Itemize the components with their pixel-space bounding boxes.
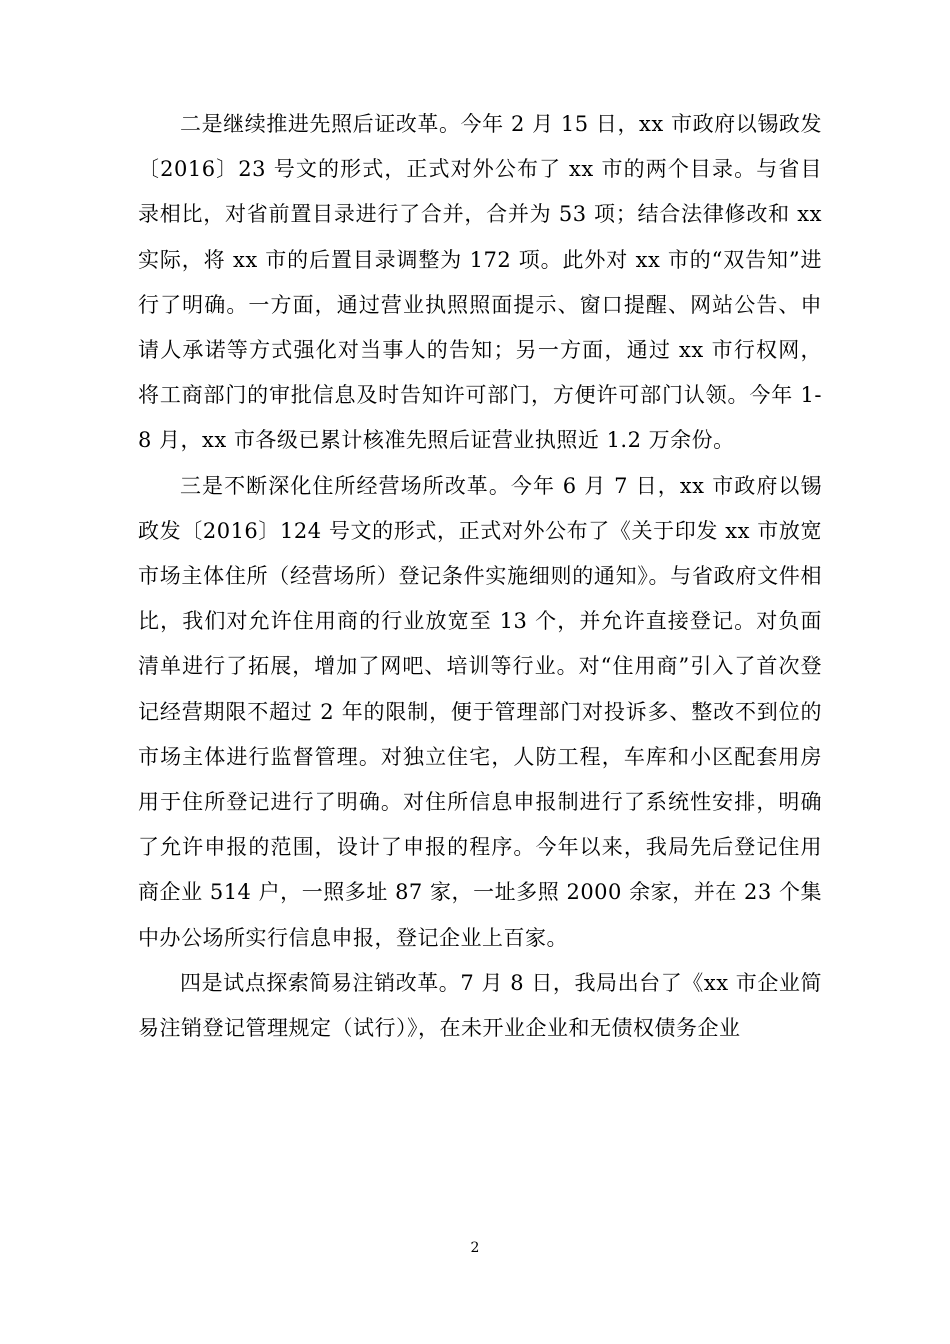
- paragraph-residence-reform: 三是不断深化住所经营场所改革。今年 6 月 7 日，xx 市政府以锡政发〔2016〕124 号文的形式，正式对外公布了《关于印发 xx 市放宽市场主体住所（经营场所）登记条件实施细则的通知》。与省政府文件相比，我们对允许住用商的行业放宽至 13 个，并允许直接登记。对负面清单进行了拓展，增加了网吧、培训等行业。对“住用商”引入了首次登记经营期限不超过 2 年的限制，便于管理部门对投诉多、整改不到位的市场主体进行监督管理。对独立住宅，人防工程，车库和小区配套用房用于住所登记进行了明确。对住所信息申报制进行了系统性安排，明确了允许申报的范围，设计了申报的程序。今年以来，我局先后登记住用商企业 514 户，一照多址 87 家，一址多照 2000 余家，并在 23 个集中办公场所实行信息申报，登记企业上百家。: [138, 473, 822, 950]
- document-body: [138, 102, 822, 1051]
- paragraph-first-hou-zheng-reform: 二是继续推进先照后证改革。今年 2 月 15 日，xx 市政府以锡政发〔2016〕23 号文的形式，正式对外公布了 xx 市的两个目录。与省目录相比，对省前置目录进行了合并，合并为 53 项；结合法律修改和 xx 实际，将 xx 市的后置目录调整为 172 项。此外对 xx 市的“双告知”进行了明确。一方面，通过营业执照照面提示、窗口提醒、网站公告、申请人承诺等方式强化对当事人的告知；另一方面，通过 xx 市行权网，将工商部门的审批信息及时告知许可部门，方便许可部门认领。今年 1-8 月，xx 市各级已累计核准先照后证营业执照近 1.2 万余份。: [138, 112, 822, 453]
- page-number: 2: [470, 1240, 480, 1256]
- paragraph-simple-deregistration: 四是试点探索简易注销改革。7 月 8 日，我局出台了《xx 市企业简易注销登记管理规定（试行）》，在未开业企业和无债权债务企业: [138, 970, 822, 1041]
